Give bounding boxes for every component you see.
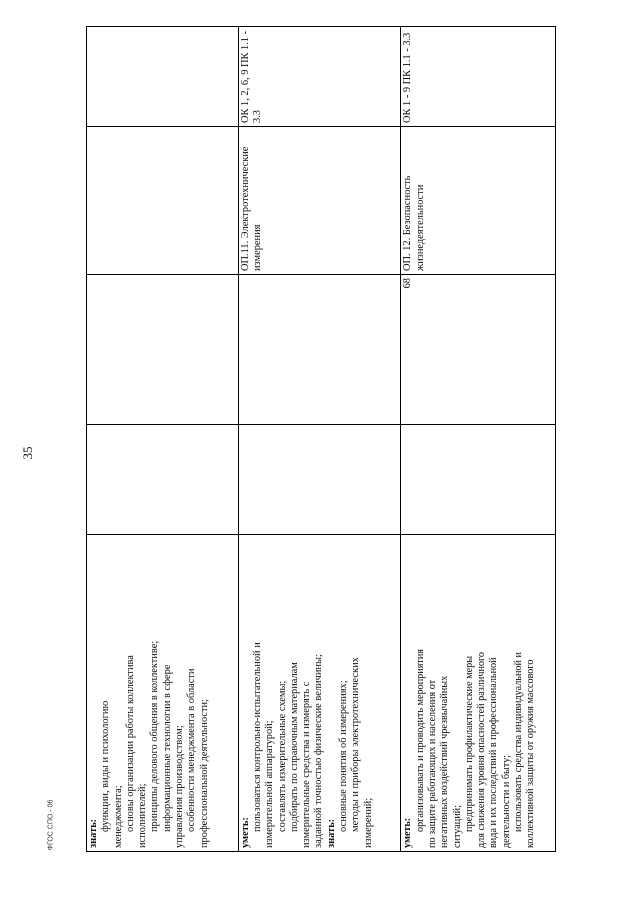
requirement-line: принципы делового общения в коллективе;	[149, 640, 161, 832]
requirement-line: измерений;	[362, 797, 374, 848]
requirements-cell	[87, 535, 239, 852]
curriculum-table	[86, 26, 556, 852]
requirement-line: использовать средства индивидуальной и	[513, 652, 524, 832]
requirement-line: измерительной аппаратурой;	[264, 720, 276, 848]
requirements-cell	[238, 535, 401, 852]
requirement-line: исполнителей;	[137, 783, 149, 848]
requirement-line: пользоваться контрольно-испытательной и	[251, 642, 263, 832]
requirement-line: менеджмента;	[112, 785, 124, 848]
section-heading: знать:	[88, 818, 99, 848]
competencies-cell: ОК 1 - 9 ПК 1.1 - 3.3	[401, 27, 556, 127]
curriculum-table-rotated	[86, 30, 556, 852]
requirement-line: основные понятия об измерениях;	[338, 680, 350, 832]
requirement-line: организовывать и проводить мероприятия	[414, 649, 426, 832]
requirement-line: методы и приборы электротехнических	[350, 657, 362, 832]
requirement-line: ситуаций;	[451, 805, 463, 848]
requirement-line: для снижения уровня опасностей различного	[476, 651, 488, 848]
footer-document-code: ФГОС СПО - 06	[47, 799, 55, 851]
requirement-line: составлять измерительные схемы;	[276, 680, 288, 832]
discipline-cell: ОП. 12. Безопасность жизнедеятельности	[401, 127, 556, 275]
competencies-cell: ОК 1, 2, 6, 9 ПК 1.1 - 3.3	[238, 27, 401, 127]
requirement-line: особенности менеджмента в области	[186, 668, 198, 832]
requirement-line: негативных воздействий чрезвычайных	[439, 675, 451, 848]
requirement-line: коллективной защиты от оружия массового	[525, 659, 537, 848]
section-heading: знать:	[325, 818, 337, 848]
max-hours-cell	[87, 425, 239, 535]
discipline-cell	[87, 127, 239, 275]
requirement-line: подбирать по справочным материалам	[288, 662, 300, 832]
competencies-cell	[87, 27, 239, 127]
max-hours-cell	[238, 425, 401, 535]
requirements-cell	[401, 535, 556, 852]
page-number: 35	[20, 446, 35, 460]
discipline-cell: ОП.11. Электротехнические измерения	[238, 127, 401, 275]
requirement-line: по защите работающих и населения от	[426, 679, 438, 848]
requirement-line: функции, виды и психологию	[100, 700, 112, 832]
table-row	[238, 27, 401, 852]
requirement-line: измерительные средства и измерять с	[301, 681, 313, 848]
requirement-line: деятельности и быту;	[500, 754, 512, 848]
section-heading: уметь:	[402, 817, 414, 848]
required-hours-cell: 68	[401, 275, 556, 425]
requirement-line: предпринимать профилактические меры	[463, 655, 475, 832]
table-row	[401, 27, 556, 852]
requirement-line: основы организации работы коллектива	[124, 655, 136, 832]
requirement-line: управления производством;	[174, 725, 186, 848]
requirement-line: заданной точностью физические величины;	[313, 654, 325, 848]
table-row	[87, 27, 239, 852]
section-heading: уметь:	[239, 817, 251, 848]
requirement-line: вида и их последствий в профессиональной	[488, 657, 500, 848]
requirement-line: информационные технологии в сфере	[161, 664, 173, 832]
required-hours-cell	[238, 275, 401, 425]
requirement-line: профессиональной деятельности;	[198, 698, 210, 848]
max-hours-cell	[401, 425, 556, 535]
required-hours-cell	[87, 275, 239, 425]
